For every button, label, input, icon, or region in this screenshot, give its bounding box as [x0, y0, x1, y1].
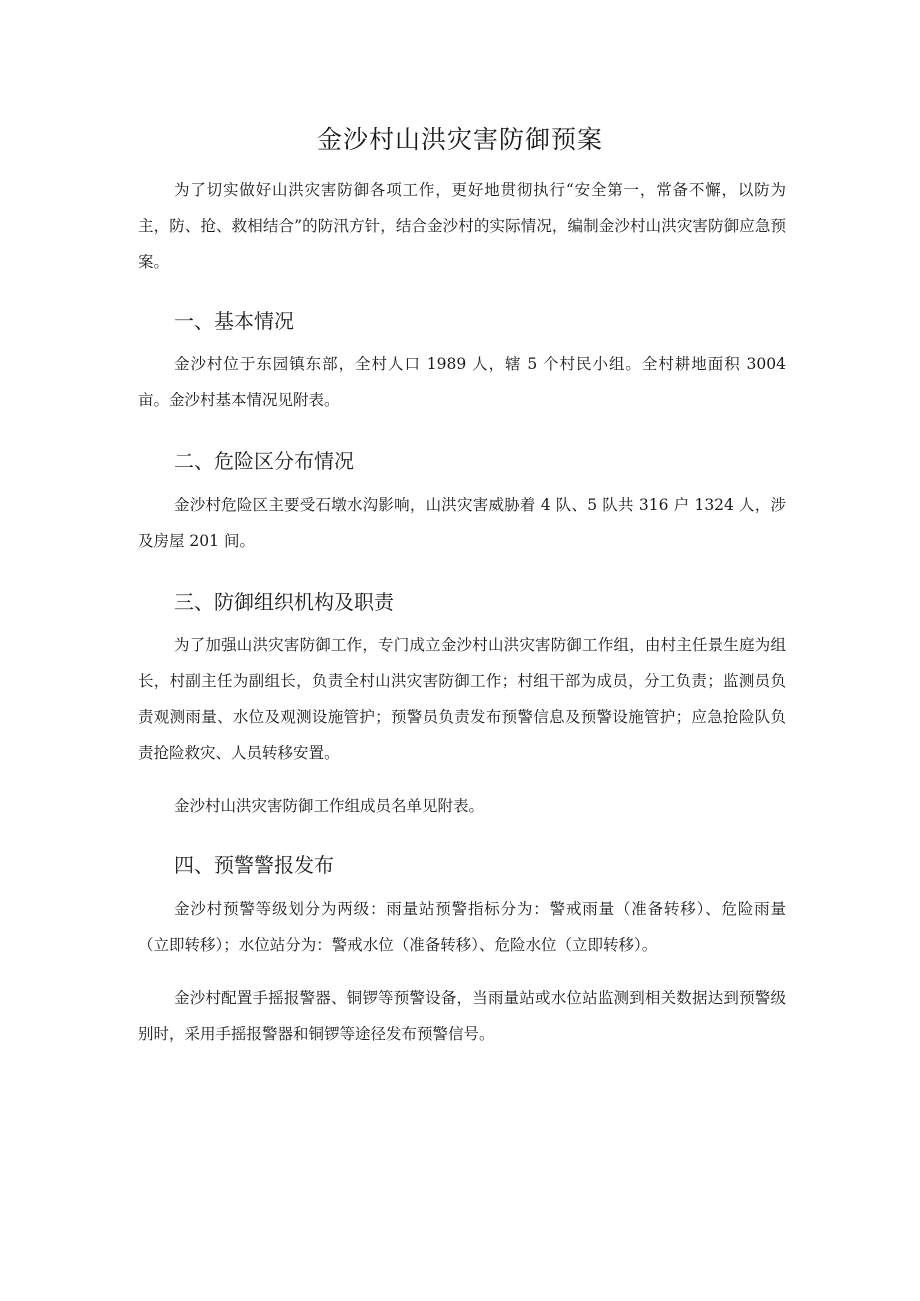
section-paragraph: 金沙村山洪灾害防御工作组成员名单见附表。: [174, 797, 485, 815]
section-paragraph: 金沙村配置手摇报警器、铜锣等预警设备，当雨量站或水位站监测到相关数据达到预警级别时，采用手摇报警器和铜锣等途径发布预警信号。: [138, 989, 786, 1043]
section-heading-basic-info: 一、基本情况: [174, 309, 294, 333]
document-title: 金沙村山洪灾害防御预案: [316, 125, 603, 154]
section-heading-warning-release: 四、预警警报发布: [174, 853, 334, 877]
section-paragraph: 金沙村危险区主要受石墩水沟影响，山洪灾害威胁着 4 队、5 队共 316 户 1324 人，涉及房屋 201 间。: [138, 496, 786, 550]
section-paragraph: 金沙村位于东园镇东部，全村人口 1989 人，辖 5 个村民小组。全村耕地面积 3004 亩。金沙村基本情况见附表。: [138, 355, 786, 409]
intro-paragraph: 为了切实做好山洪灾害防御各项工作，更好地贯彻执行“安全第一，常备不懈，以防为主，防、抢、救相结合”的防汛方针，结合金沙村的实际情况，编制金沙村山洪灾害防御应急预案。: [138, 181, 786, 271]
section-heading-danger-zones: 二、危险区分布情况: [174, 449, 354, 473]
section-paragraph: 为了加强山洪灾害防御工作，专门成立金沙村山洪灾害防御工作组，由村主任景生庭为组长，村副主任为副组长，负责全村山洪灾害防御工作；村组干部为成员，分工负责；监测员负责观测雨量、水位及观测设施管护；预警员负责发布预警信息及预警设施管护；应急抢险队负责抢险救灾、人员转移安置。: [138, 636, 786, 762]
section-heading-organization: 三、防御组织机构及职责: [174, 590, 394, 614]
section-paragraph: 金沙村预警等级划分为两级：雨量站预警指标分为：警戒雨量（准备转移）、危险雨量（立即转移）；水位站分为：警戒水位（准备转移）、危险水位（立即转移）。: [138, 900, 786, 954]
